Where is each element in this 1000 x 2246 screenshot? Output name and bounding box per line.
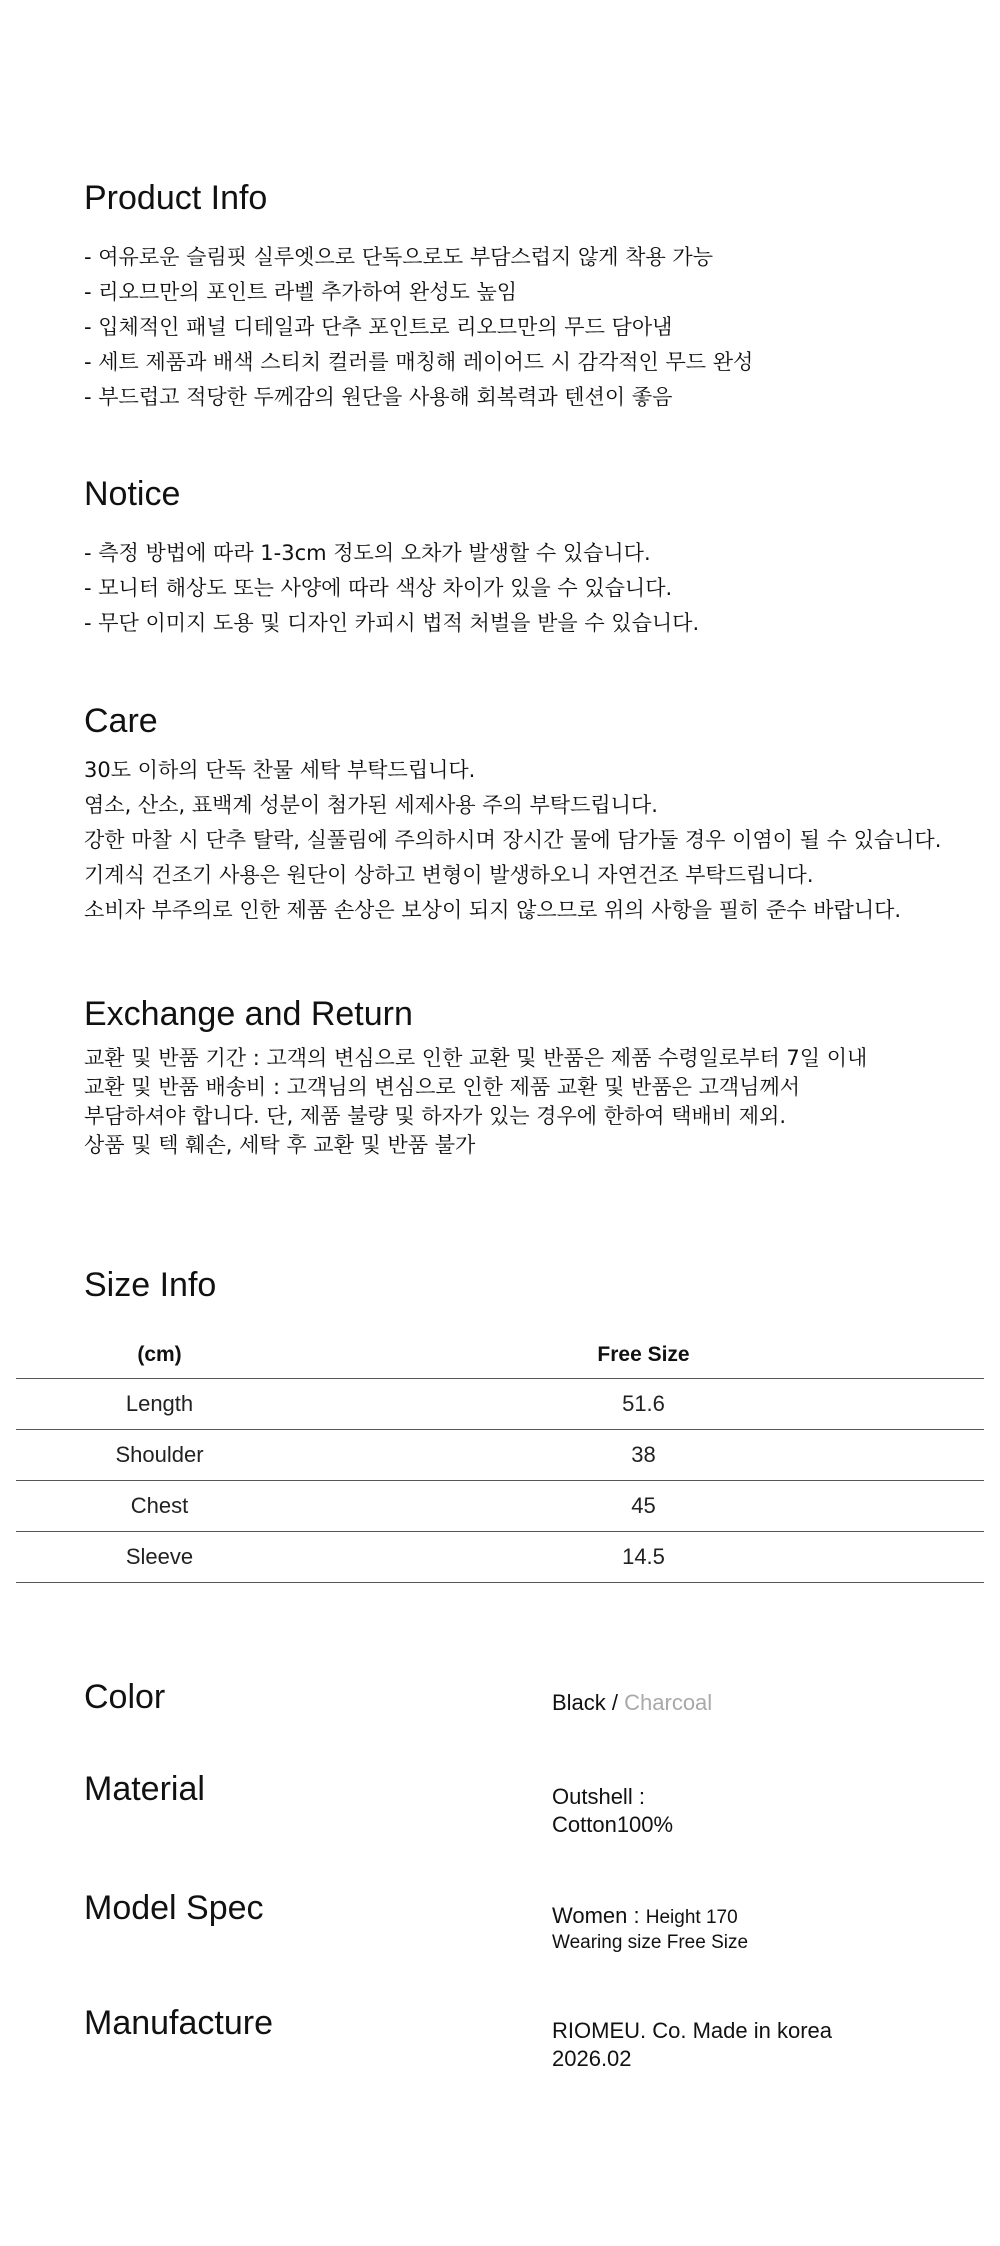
material-line: Outshell : bbox=[552, 1784, 645, 1809]
model-spec-size: Wearing size Free Size bbox=[552, 1932, 749, 1953]
table-header-row bbox=[16, 1332, 984, 1379]
table-cell-measure: Sleeve bbox=[16, 1532, 303, 1583]
table-cell-value: 45 bbox=[303, 1481, 984, 1532]
list-item: - 부드럽고 적당한 두께감의 원단을 사용해 회복력과 텐션이 좋음 bbox=[84, 385, 673, 409]
product-info-title: Product Info bbox=[84, 179, 268, 217]
list-item: 교환 및 반품 기간 : 고객의 변심으로 인한 교환 및 반품은 제품 수령일로부터 7일 이내 bbox=[84, 1046, 868, 1070]
list-item: 강한 마찰 시 단추 탈락, 실풀림에 주의하시며 장시간 물에 담가둘 경우 이염이 될 수 있습니다. bbox=[84, 828, 942, 852]
table-cell-measure: Chest bbox=[16, 1481, 303, 1532]
list-item: 교환 및 반품 배송비 : 고객님의 변심으로 인한 제품 교환 및 반품은 고객님께서 bbox=[84, 1075, 801, 1099]
size-table bbox=[16, 1332, 984, 1583]
exchange-list bbox=[84, 1044, 984, 1160]
notice-title: Notice bbox=[84, 475, 181, 513]
manufacture-line: RIOMEU. Co. Made in korea bbox=[552, 2018, 832, 2043]
list-item: 상품 및 텍 훼손, 세탁 후 교환 및 반품 불가 bbox=[84, 1133, 476, 1157]
model-spec-label: Model Spec bbox=[84, 1889, 264, 1927]
list-item: 30도 이하의 단독 찬물 세탁 부탁드립니다. bbox=[84, 758, 476, 782]
list-item: - 측정 방법에 따라 1-3cm 정도의 오차가 발생할 수 있습니다. bbox=[84, 541, 651, 565]
table-cell-measure: Length bbox=[16, 1379, 303, 1430]
table-header-unit: (cm) bbox=[16, 1332, 303, 1379]
table-row bbox=[16, 1481, 984, 1532]
care-list bbox=[84, 753, 984, 928]
manufacture-line: 2026.02 bbox=[552, 2046, 632, 2071]
list-item: - 입체적인 패널 디테일과 단추 포인트로 리오므만의 무드 담아냄 bbox=[84, 315, 673, 339]
exchange-title: Exchange and Return bbox=[84, 995, 413, 1033]
table-cell-value: 51.6 bbox=[303, 1379, 984, 1430]
exchange-section bbox=[84, 994, 984, 1160]
table-header-size: Free Size bbox=[303, 1332, 984, 1379]
notice-section bbox=[84, 474, 984, 641]
product-info-section bbox=[84, 178, 984, 415]
list-item: - 세트 제품과 배색 스티치 컬러를 매칭해 레이어드 시 감각적인 무드 완성 bbox=[84, 350, 754, 374]
care-title: Care bbox=[84, 702, 158, 740]
notice-list bbox=[84, 536, 984, 641]
list-item: 기계식 건조기 사용은 원단이 상하고 변형이 발생하오니 자연건조 부탁드립니다. bbox=[84, 863, 814, 887]
manufacture-label: Manufacture bbox=[84, 2004, 273, 2042]
care-section bbox=[84, 701, 984, 928]
model-spec-height: Height 170 bbox=[645, 1907, 738, 1928]
material-label: Material bbox=[84, 1770, 205, 1808]
product-info-list bbox=[84, 240, 984, 415]
table-row bbox=[16, 1379, 984, 1430]
list-item: 부담하셔야 합니다. 단, 제품 불량 및 하자가 있는 경우에 한하여 택배비 제외. bbox=[84, 1104, 787, 1128]
color-secondary: Charcoal bbox=[624, 1690, 713, 1715]
list-item: - 리오므만의 포인트 라벨 추가하여 완성도 높임 bbox=[84, 280, 518, 304]
model-spec-value bbox=[552, 1902, 748, 1955]
material-value bbox=[552, 1783, 673, 1839]
table-cell-value: 38 bbox=[303, 1430, 984, 1481]
list-item: 소비자 부주의로 인한 제품 손상은 보상이 되지 않으므로 위의 사항을 필히 준수 바랍니다. bbox=[84, 898, 902, 922]
color-primary: Black bbox=[552, 1690, 606, 1715]
color-label: Color bbox=[84, 1678, 166, 1716]
table-cell-value: 14.5 bbox=[303, 1532, 984, 1583]
color-value bbox=[552, 1689, 712, 1717]
manufacture-value bbox=[552, 2017, 832, 2073]
model-spec-prefix: Women : bbox=[552, 1903, 646, 1928]
list-item: - 여유로운 슬림핏 실루엣으로 단독으로도 부담스럽지 않게 착용 가능 bbox=[84, 245, 713, 269]
list-item: 염소, 산소, 표백계 성분이 첨가된 세제사용 주의 부탁드립니다. bbox=[84, 793, 658, 817]
table-cell-measure: Shoulder bbox=[16, 1430, 303, 1481]
color-separator: / bbox=[605, 1690, 625, 1715]
table-row bbox=[16, 1532, 984, 1583]
table-row bbox=[16, 1430, 984, 1481]
list-item: - 모니터 해상도 또는 사양에 따라 색상 차이가 있을 수 있습니다. bbox=[84, 576, 673, 600]
list-item: - 무단 이미지 도용 및 디자인 카피시 법적 처벌을 받을 수 있습니다. bbox=[84, 611, 700, 635]
material-line: Cotton100% bbox=[552, 1812, 674, 1837]
size-info-title: Size Info bbox=[84, 1266, 217, 1304]
